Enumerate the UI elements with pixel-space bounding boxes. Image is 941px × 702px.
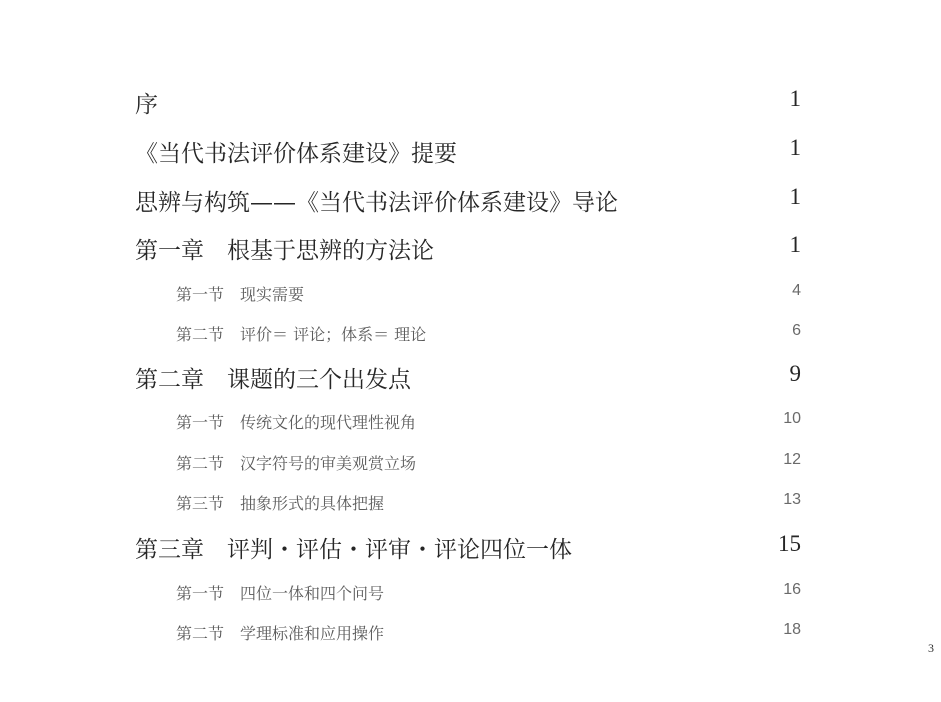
toc-page-number: 1 xyxy=(789,86,801,111)
toc-page-number: 9 xyxy=(789,361,801,386)
toc-page-number: 15 xyxy=(778,531,801,556)
toc-title: 第三章 评判・评估・评审・评论四位一体 xyxy=(135,537,572,563)
toc-title: 第一节 传统文化的现代理性视角 xyxy=(176,413,417,432)
toc-page-number: 1 xyxy=(789,135,801,160)
toc-page-number: 1 xyxy=(789,232,801,257)
toc-title: 第二章 课题的三个出发点 xyxy=(135,367,411,393)
toc-title: 第二节 汉字符号的审美观赏立场 xyxy=(176,454,417,473)
toc-page-number: 13 xyxy=(783,491,801,508)
toc-title: 第二节 学理标准和应用操作 xyxy=(176,624,385,643)
toc-title: 第一节 四位一体和四个问号 xyxy=(176,584,385,603)
toc-title: 第一节 现实需要 xyxy=(176,285,305,304)
toc-page-number: 6 xyxy=(792,322,801,339)
toc-title: 第一章 根基于思辨的方法论 xyxy=(135,238,434,264)
toc-title: 序 xyxy=(135,92,158,118)
toc-page-number: 1 xyxy=(789,184,801,209)
toc-page-number: 4 xyxy=(792,282,801,299)
toc-page-number: 10 xyxy=(783,410,801,427)
toc-page-number: 16 xyxy=(783,581,801,598)
toc-title: 思辨与构筑——《当代书法评价体系建设》导论 xyxy=(135,190,618,216)
toc-page-number: 18 xyxy=(783,621,801,638)
toc-title: 第三节 抽象形式的具体把握 xyxy=(176,494,385,513)
toc-title: 《当代书法评价体系建设》提要 xyxy=(135,141,457,167)
page-number: 3 xyxy=(928,641,934,655)
toc-title: 第二节 评价＝ 评论；体系＝ 理论 xyxy=(176,325,427,344)
toc-page-number: 12 xyxy=(783,451,801,468)
